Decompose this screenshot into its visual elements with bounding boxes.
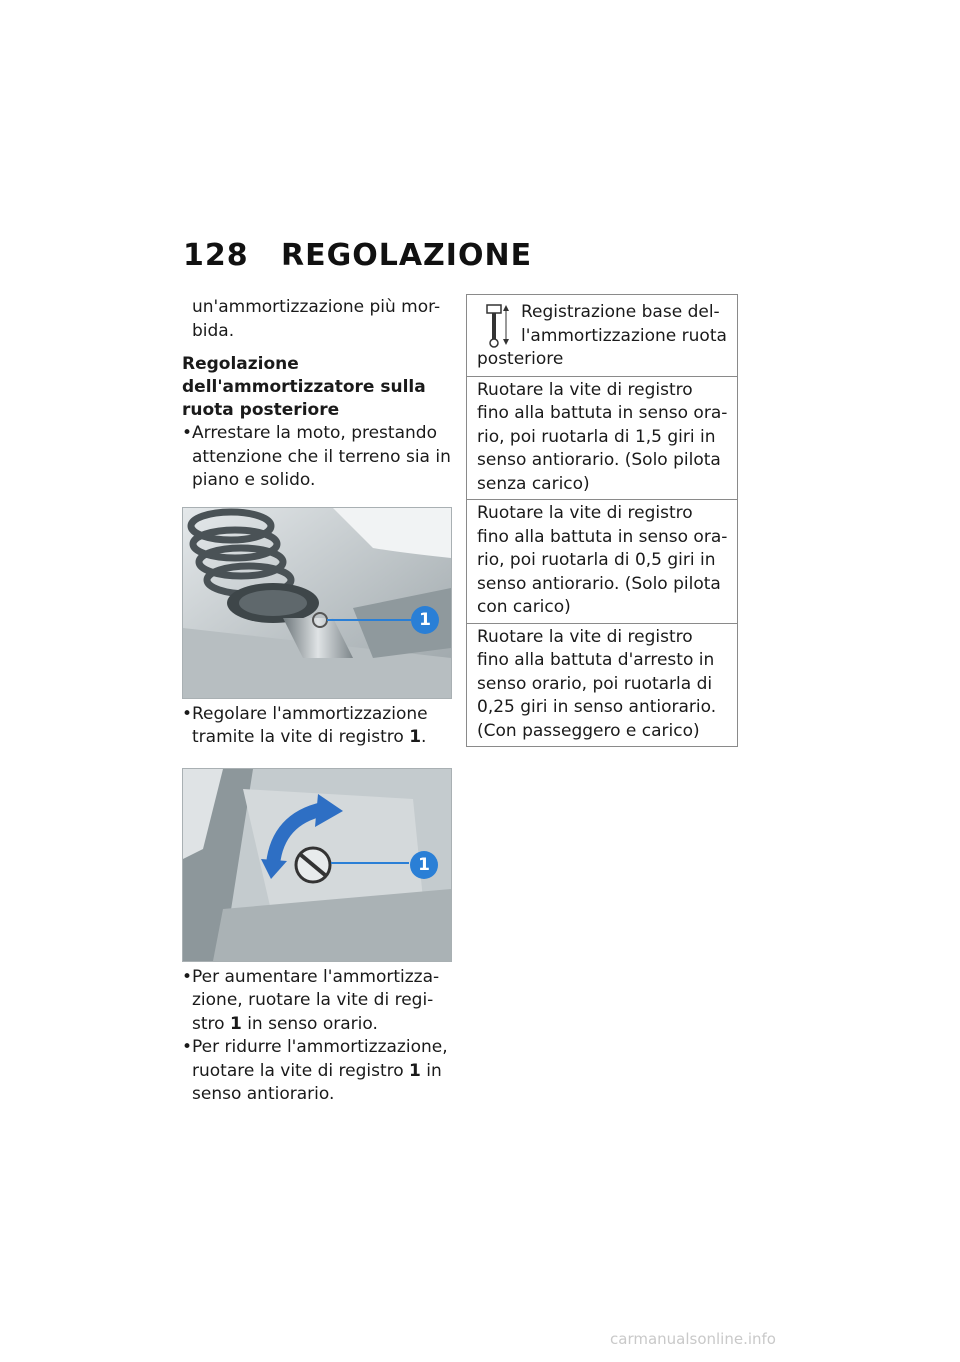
adjuster-screw-photo [182,768,452,962]
bullet-item [182,966,454,1037]
callout-number: 1 [418,854,430,875]
bullet-item [182,422,454,493]
page-header [183,238,532,273]
bullet-dot-icon: • [182,703,193,724]
table-row: Ruotare la vite di registro fino alla battuta in senso ora-rio, poi ruotarla di 0,5 giri in senso antiorario. (Solo pilota con carico) [467,499,737,623]
adjuster-screw-illustration [183,769,451,961]
callout-ref: 1 [409,727,422,747]
table-row: Ruotare la vite di registro fino alla battuta d'arresto in senso orario, poi ruotarla di 0,25 giri in senso antiorario. (Con passeggero e carico) [467,623,737,747]
table-heading-line: Registrazione base del- [521,302,720,322]
bullet-dot-icon: • [182,1037,193,1057]
adjustment-table [466,294,738,747]
callout-ref: 1 [229,1013,242,1034]
bullet-text: Regolare l'ammortizzazione tramite la vite di registro [192,703,428,747]
bullet-text-end: in senso orario. [247,1013,378,1034]
bullet-text-end: . [421,727,427,747]
bullet-dot-icon: • [182,423,193,443]
table-heading-line: posteriore [477,349,564,369]
bullet-item [182,1036,454,1107]
left-column [182,296,454,1107]
section-heading: Regolazione dell'ammortizzatore sulla ruota posteriore [182,354,426,420]
bullet-text-end: in senso antiorario. [192,1060,442,1104]
bullet-text: Per ridurre l'ammortizzazione, ruotare la vite di registro [192,1037,448,1081]
shock-absorber-photo [182,507,452,699]
watermark: carmanualsonline.info [610,1330,776,1348]
table-heading-line: l'ammortizzazione ruota [521,325,727,346]
table-heading [467,295,737,376]
bullet-text: Per aumentare l'ammortizza-zione, ruotare la vite di regi-stro [192,966,440,1034]
page-title: REGOLAZIONE [281,238,533,273]
bullet-dot-icon: • [182,966,193,987]
callout-ref: 1 [409,1060,421,1081]
shock-absorber-illustration [183,508,451,698]
wrench-tool-icon [481,301,511,349]
callout-number: 1 [419,609,431,630]
page-number: 128 [183,238,249,273]
table-row: Ruotare la vite di registro fino alla battuta in senso ora-rio, poi ruotarla di 1,5 giri in senso antiorario. (Solo pilota senza carico) [467,376,737,500]
bullet-text: Arrestare la moto, prestando attenzione che il terreno sia in piano e solido. [192,423,451,490]
bullet-item [182,703,454,750]
intro-text: un'ammortizzazione più mor-bida. [192,297,441,341]
